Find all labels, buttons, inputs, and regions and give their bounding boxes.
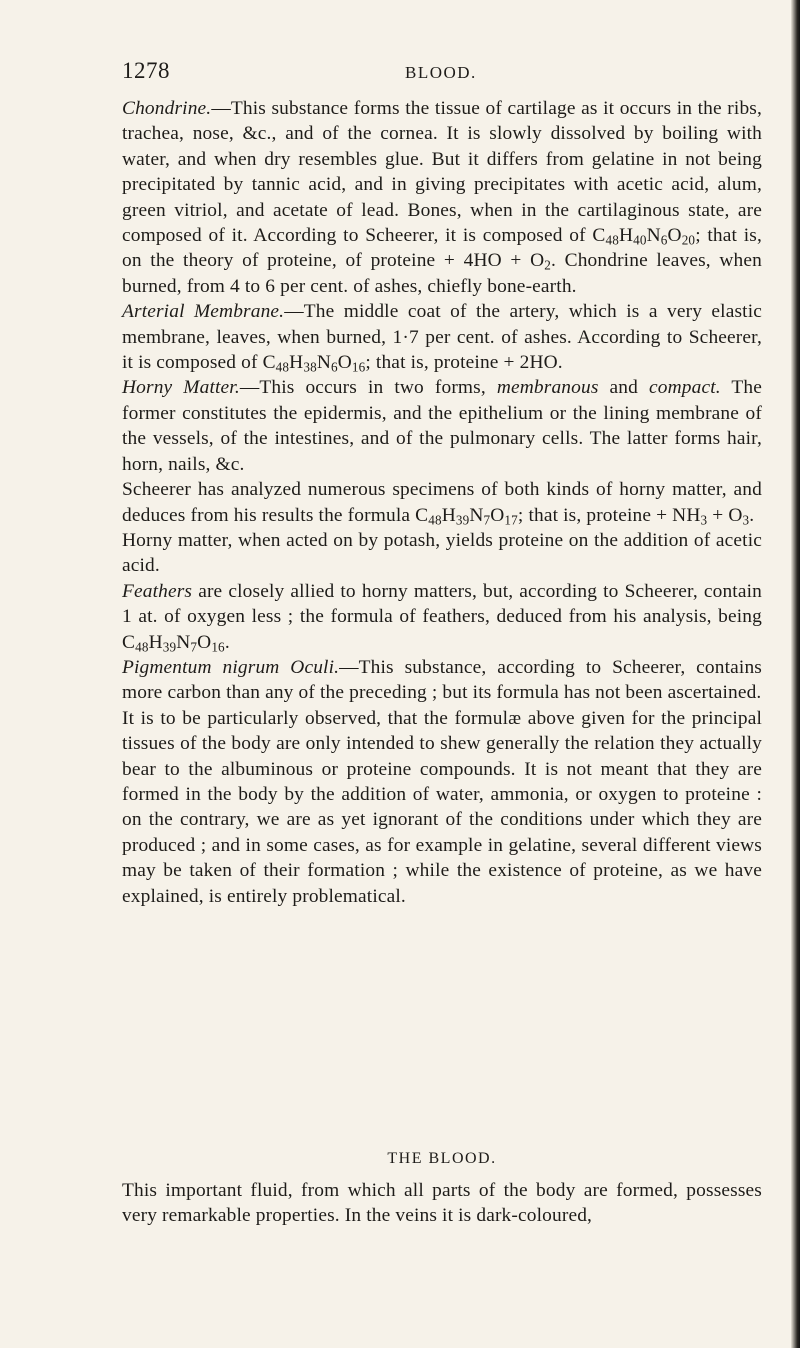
paragraph-term: Feathers xyxy=(122,580,193,602)
formula-subscript: 7 xyxy=(190,639,198,655)
formula-subscript: 48 xyxy=(428,512,442,528)
paragraph: Pigmentum nigrum Oculi.—This substance, according to Scheerer, contains more carbon than any of the preceding ; but its formula has not been ascertained. xyxy=(122,656,762,704)
section-title: THE BLOOD. xyxy=(387,1150,497,1167)
body-text xyxy=(122,96,762,909)
page-header xyxy=(122,58,687,88)
paragraph: It is to be particularly observed, that the formulæ above given for the principal tissues of the body are only intended to shew generally the relation they actually bear to the albuminous or proteine compounds. It is not meant that they are formed in the body by the addition of water, ammonia, or oxygen to proteine : on the contrary, we are as yet ignorant of the conditions under which they are produced ; and in some cases, as for example in gelatine, several different views may be taken of their formation ; while the existence of proteine, as we have explained, is entirely problematical. xyxy=(122,707,762,907)
formula-subscript: 39 xyxy=(455,512,470,528)
formula-subscript: 38 xyxy=(303,359,317,375)
italic-word: compact. xyxy=(649,377,721,399)
paragraph-term: Pigmentum nigrum Oculi. xyxy=(122,656,340,678)
formula-subscript: 16 xyxy=(351,359,366,375)
formula-subscript: 40 xyxy=(633,232,647,248)
paragraph: Feathers are closely allied to horny matters, but, according to Scheerer, contain 1 at. of oxygen less ; the formula of feathers, deduced from his analysis, being $C_{48}H_{39}N_7O_{16}$. xyxy=(122,580,762,655)
paragraph: Horny Matter.—This occurs in two forms, membranous and compact. The former constitutes the epidermis, and the epithelium or the lining membrane of the vessels, of the intestines, and of the pulmonary cells. The latter forms hair, horn, nails, &c. xyxy=(122,377,762,475)
page-number: 1278 xyxy=(122,58,170,83)
formula-subscript: 7 xyxy=(483,512,491,528)
paragraph-term: Chondrine. xyxy=(122,98,212,119)
formula-subscript: 20 xyxy=(681,232,696,248)
formula-subscript: 17 xyxy=(504,512,518,528)
paragraph: Scheerer has analyzed numerous specimens of both kinds of horny matter, and deduces from his results the formula $C_{48}H_{39}N_7O_{17}$; that is, proteine + $NH_3 + O_3$. xyxy=(122,479,762,528)
formula-subscript: 16 xyxy=(211,639,225,655)
formula-subscript: 6 xyxy=(330,359,338,375)
formula-subscript: 39 xyxy=(162,639,177,655)
formula-subscript: 6 xyxy=(660,232,668,248)
formula-subscript: 3 xyxy=(700,512,708,528)
paragraph-term: Arterial Membrane. xyxy=(122,301,285,323)
paragraph: Chondrine.—This substance forms the tissue of cartilage as it occurs in the ribs, trachea, nose, &c., and of the cornea. It is slowly dissolved by boiling with water, and when dry resembles glue. But it differs from gelatine in not being precipitated by tannic acid, and in giving precipitates with acetic acid, alum, green vitriol, and acetate of lead. Bones, when in the cartilaginous state, are composed of it. According to Scheerer, it is composed of $C_{48}H_{40}N_6O_{20}$; that is, on the theory of proteine, of proteine + $4HO + O_2$. Chondrine leaves, when burned, from 4 to 6 per cent. of ashes, chiefly bone-earth. xyxy=(122,98,762,297)
formula-subscript: 3 xyxy=(742,512,750,528)
paragraph-term: Horny Matter. xyxy=(122,377,240,399)
paragraph: Arterial Membrane.—The middle coat of the artery, which is a very elastic membrane, leaves, when burned, 1·7 per cent. of ashes. According to Scheerer, it is composed of $C_{48}H_{38}N_6O_{16}$; that is, proteine + 2HO. xyxy=(122,301,762,375)
formula-subscript: 48 xyxy=(135,639,149,655)
formula-subscript: 2 xyxy=(544,258,551,274)
page-edge-shadow xyxy=(791,0,800,1348)
formula-subscript: 48 xyxy=(275,359,290,375)
running-head: BLOOD. xyxy=(405,63,477,82)
section-opening-paragraph: This important fluid, from which all parts of the body are formed, possesses very remarkable properties. In the veins it is dark-coloured, xyxy=(122,1180,762,1227)
formula-subscript: 48 xyxy=(605,232,619,248)
paragraph: Horny matter, when acted on by potash, yields proteine on the addition of acetic acid. xyxy=(122,529,762,577)
italic-word: membranous xyxy=(496,377,599,399)
